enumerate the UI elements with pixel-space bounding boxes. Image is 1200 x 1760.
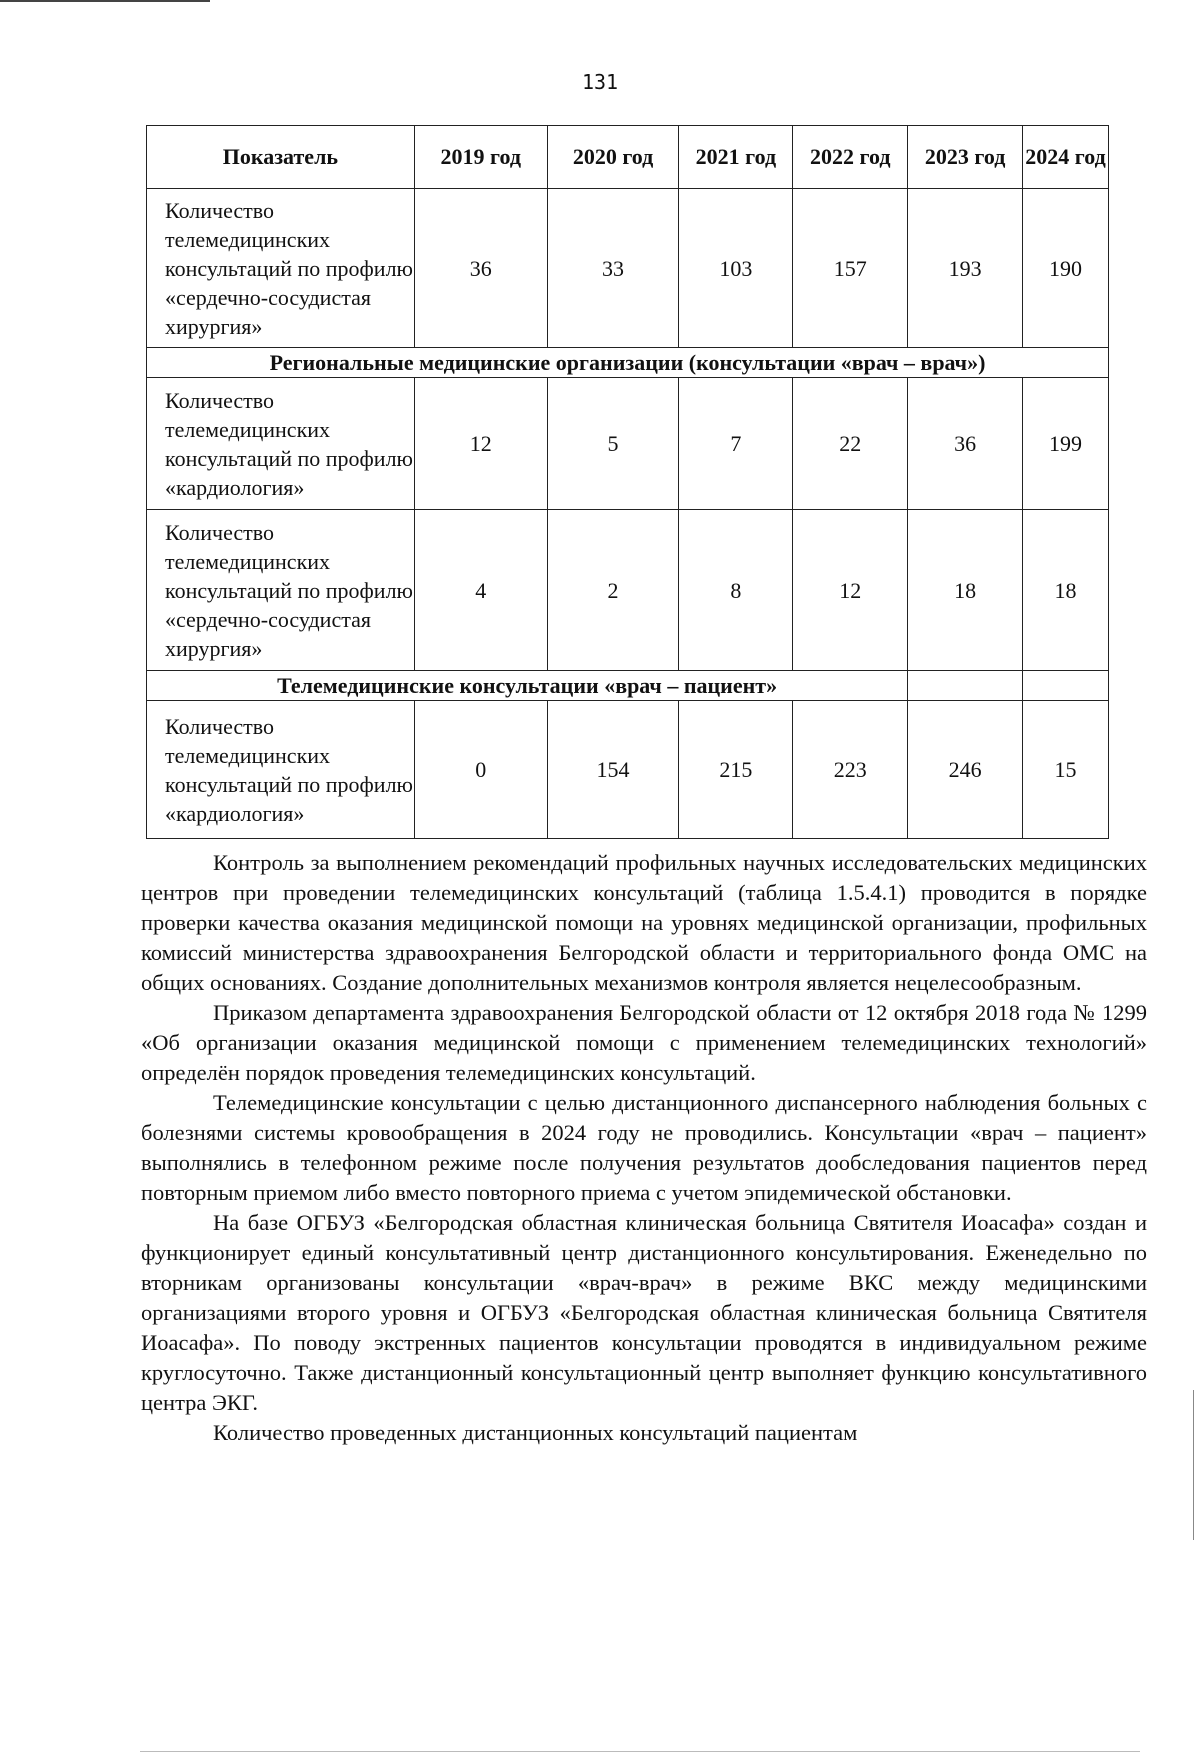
header-year: 2020 год — [547, 126, 679, 189]
cell-value: 33 — [547, 189, 679, 348]
cell-value: 223 — [793, 701, 908, 839]
header-year: 2021 год — [679, 126, 793, 189]
empty-cell — [1023, 671, 1109, 701]
body-text — [141, 848, 1147, 1448]
cell-value: 0 — [414, 701, 547, 839]
table-header-row — [147, 126, 1109, 189]
cell-value: 4 — [414, 510, 547, 671]
cell-value: 22 — [793, 378, 908, 510]
cell-value: 7 — [679, 378, 793, 510]
row-label: Количество телемедицинских консультаций по профилю «кардиология» — [147, 701, 415, 839]
cell-value: 154 — [547, 701, 679, 839]
cell-value: 2 — [547, 510, 679, 671]
section-row — [147, 348, 1109, 378]
table-row — [147, 510, 1109, 671]
cell-value: 193 — [908, 189, 1023, 348]
header-year: 2022 год — [793, 126, 908, 189]
right-edge-mark — [1193, 1390, 1194, 1540]
cell-value: 18 — [908, 510, 1023, 671]
header-year: 2024 год — [1023, 126, 1109, 189]
cell-value: 36 — [908, 378, 1023, 510]
paragraph-control: Контроль за выполнением рекомендаций профильных научных исследовательских медицинских центров при проведении телемедицинских консультаций (таблица 1.5.4.1) проводится в порядке проверки качества оказания медицинской помощи на уровнях медицинской организации, профильных комиссий министерства здравоохранения Белгородской области и территориального фонда ОМС на общих основаниях. Создание дополнительных механизмов контроля является нецелесообразным. — [141, 850, 1147, 995]
row-label: Количество телемедицинских консультаций по профилю «кардиология» — [147, 378, 415, 510]
cell-value: 18 — [1023, 510, 1109, 671]
cell-value: 199 — [1023, 378, 1109, 510]
cell-value: 246 — [908, 701, 1023, 839]
cell-value: 190 — [1023, 189, 1109, 348]
bottom-edge-rule — [140, 1751, 1140, 1752]
cell-value: 103 — [679, 189, 793, 348]
paragraph-count: Количество проведенных дистанционных консультаций пациентам — [213, 1420, 858, 1445]
table-row — [147, 189, 1109, 348]
paragraph-telemedicine: Телемедицинские консультации с целью дистанционного диспансерного наблюдения больных с болезнями системы кровообращения в 2024 году не проводились. Консультации «врач – пациент» выполнялись в телефонном режиме после получения результатов дообследования пациентов перед повторным приемом либо вместо повторного приема с учетом эпидемической обстановки. — [141, 1090, 1147, 1205]
cell-value: 12 — [793, 510, 908, 671]
cell-value: 215 — [679, 701, 793, 839]
header-year: 2019 год — [414, 126, 547, 189]
section-title-patient: Телемедицинские консультации «врач – пациент» — [147, 671, 908, 701]
cell-value: 8 — [679, 510, 793, 671]
empty-cell — [908, 671, 1023, 701]
table-row — [147, 378, 1109, 510]
paragraph-order: Приказом департамента здравоохранения Белгородской области от 12 октября 2018 года № 1299 «Об организации оказания медицинской помощи с применением телемедицинских технологий» определён порядок проведения телемедицинских консультаций. — [141, 1000, 1147, 1085]
telemedicine-table — [146, 125, 1109, 839]
top-edge-rule — [0, 0, 210, 2]
table-row — [147, 701, 1109, 839]
section-row — [147, 671, 1109, 701]
cell-value: 12 — [414, 378, 547, 510]
header-year: 2023 год — [908, 126, 1023, 189]
cell-value: 36 — [414, 189, 547, 348]
page-number: 131 — [581, 70, 619, 94]
paragraph-center: На базе ОГБУЗ «Белгородская областная клиническая больница Святителя Иоасафа» создан и функционирует единый консультативный центр дистанционного консультирования. Еженедельно по вторникам организованы консультации «врач-врач» в режиме ВКС между медицинскими организациями второго уровня и ОГБУЗ «Белгородская областная клиническая больница Святителя Иоасафа». По поводу экстренных пациентов консультации проводятся в индивидуальном режиме круглосуточно. Также дистанционный консультационный центр выполняет функцию консультативного центра ЭКГ. — [141, 1210, 1147, 1415]
section-title-regional: Региональные медицинские организации (консультации «врач – врач») — [147, 348, 1109, 378]
cell-value: 157 — [793, 189, 908, 348]
cell-value: 5 — [547, 378, 679, 510]
cell-value: 15 — [1023, 701, 1109, 839]
row-label: Количество телемедицинских консультаций по профилю «сердечно-сосудистая хирургия» — [147, 189, 415, 348]
row-label: Количество телемедицинских консультаций по профилю «сердечно-сосудистая хирургия» — [147, 510, 415, 671]
header-indicator: Показатель — [147, 126, 415, 189]
